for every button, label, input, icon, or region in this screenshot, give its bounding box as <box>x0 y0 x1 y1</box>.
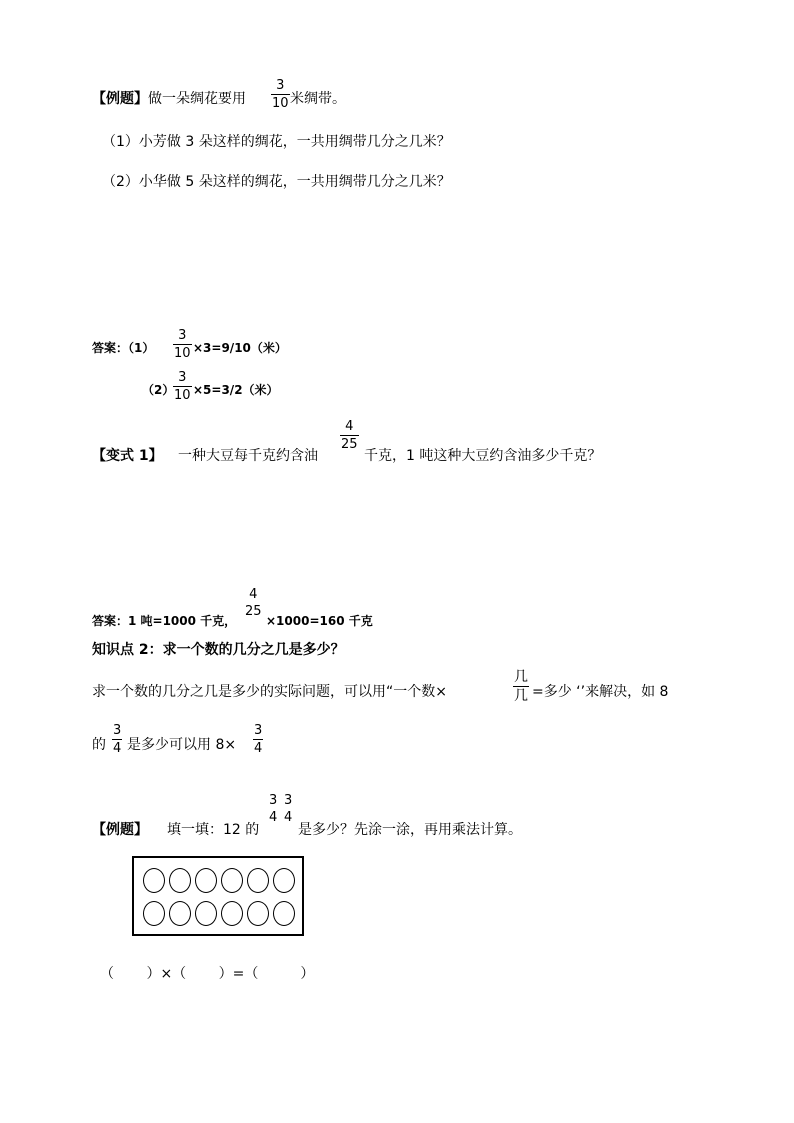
example1-line <box>92 88 246 108</box>
fraction-numerator: 3 <box>254 723 263 738</box>
example1-question-2: （2）小华做 5 朵这样的绸花，一共用绸带几分之几米？ <box>102 174 451 190</box>
fraction-denominator: 10 <box>174 388 191 403</box>
fill-in-equation[interactable]: （ ）×（ ）=（ ） <box>100 966 315 982</box>
example2-label: 【例题】 <box>92 822 148 838</box>
fraction-denominator: 25 <box>341 437 358 452</box>
variant1-text-after: 千克，1 吨这种大豆约含油多少千克？ <box>364 448 602 464</box>
variant1-fraction <box>340 420 359 451</box>
fraction-numerator: 3 <box>269 793 278 808</box>
answer1-line1-suffix: ×3=9/10（米） <box>193 341 287 355</box>
circle-shape[interactable] <box>273 868 295 893</box>
circle-shape[interactable] <box>169 868 191 893</box>
fraction-denominator: 4 <box>254 741 263 756</box>
variant1-text-before: 一种大豆每千克约含油 <box>178 448 318 464</box>
example1-question-1: （1）小芳做 3 朵这样的绸花，一共用绸带几分之几米？ <box>102 134 451 150</box>
example1-text-before: 做一朵绸花要用 <box>148 91 246 107</box>
ji-fraction <box>513 670 529 703</box>
knowledge-line2-before: 的 <box>92 737 106 753</box>
answer1-line2-prefix: （2） <box>142 383 175 397</box>
fraction-denominator: 10 <box>272 96 289 111</box>
answer2-text-before: 答案：1 吨=1000 千克， <box>92 614 237 628</box>
knowledge-line2-mid: 是多少可以用 8× <box>127 737 237 753</box>
fraction-numerator: 几 <box>514 669 528 685</box>
fraction-denominator: 几 <box>514 688 528 704</box>
example1-fraction <box>271 79 290 110</box>
knowledge-fraction-1 <box>112 724 122 755</box>
answer1-line2-fraction <box>173 371 192 402</box>
answer1-line2-suffix: ×5=3/2（米） <box>193 383 279 397</box>
fraction-denominator: 4 <box>113 741 122 756</box>
fraction-numerator: 3 <box>178 328 187 343</box>
knowledge-fraction-2 <box>253 724 263 755</box>
example1-label: 【例题】 <box>92 91 148 107</box>
knowledge-line1-before: 求一个数的几分之几是多少的实际问题，可以用“一个数× <box>92 684 447 700</box>
knowledge-title: 知识点 2：求一个数的几分之几是多少？ <box>92 642 345 658</box>
answer1-label <box>92 339 154 356</box>
circle-shape[interactable] <box>195 868 217 893</box>
knowledge-line1-after: =多少 ‘’来解决，如 8 <box>532 684 669 700</box>
answer2-text-after: ×1000=160 千克 <box>266 614 373 628</box>
circle-shape[interactable] <box>143 868 165 893</box>
circle-shape[interactable] <box>169 901 191 926</box>
answer-label: 答案： <box>92 341 129 355</box>
fraction-denominator: 10 <box>174 346 191 361</box>
fraction-numerator: 4 <box>249 587 258 602</box>
fraction-numerator: 3 <box>276 78 285 93</box>
circle-shape[interactable] <box>195 901 217 926</box>
fraction-numerator: 3 <box>178 370 187 385</box>
fraction-numerator: 3 <box>113 723 122 738</box>
fraction-denominator: 4 <box>284 810 293 825</box>
circle-grid-box <box>132 856 304 936</box>
fraction-denominator: 4 <box>269 810 278 825</box>
example2-fraction-1 <box>268 794 278 824</box>
circle-shape[interactable] <box>221 901 243 926</box>
circle-shape[interactable] <box>247 901 269 926</box>
circle-shape[interactable] <box>247 868 269 893</box>
answer1-line1-fraction <box>173 329 192 360</box>
answer2-fraction <box>244 588 263 618</box>
example2-text-after: 是多少？先涂一涂，再用乘法计算。 <box>298 822 522 838</box>
circle-shape[interactable] <box>143 901 165 926</box>
example2-fraction-2 <box>283 794 293 824</box>
fraction-numerator: 4 <box>345 419 354 434</box>
circle-shape[interactable] <box>221 868 243 893</box>
example1-text-after: 米绸带。 <box>290 91 346 107</box>
variant1-label: 【变式 1】 <box>92 448 163 464</box>
circle-shape[interactable] <box>273 901 295 926</box>
example2-text-before: 填一填：12 的 <box>167 822 260 838</box>
answer1-line1-prefix: （1） <box>128 341 155 355</box>
fraction-denominator: 25 <box>245 604 262 619</box>
fraction-numerator: 3 <box>284 793 293 808</box>
